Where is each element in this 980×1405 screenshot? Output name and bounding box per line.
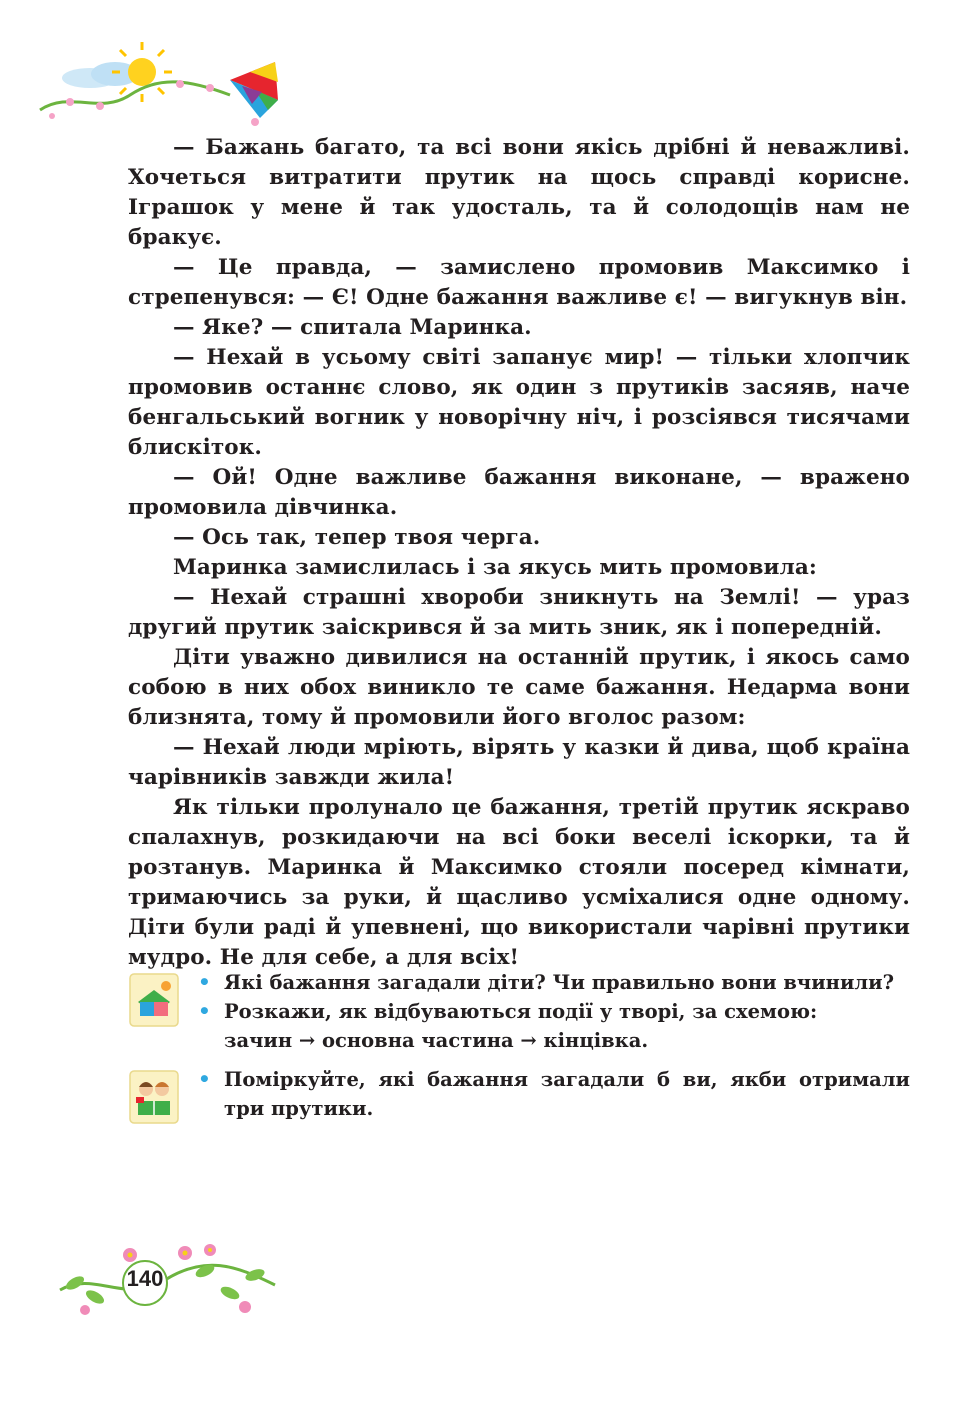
sun-kite-ornament	[30, 40, 290, 140]
kite-icon	[230, 62, 278, 118]
task-block-1	[128, 968, 910, 1055]
task-question	[196, 997, 910, 1055]
task-question	[196, 1065, 910, 1123]
story-paragraph: Діти уважно дивилися на останній прутик, і якось само собою в них обох виникло те саме бажання. Недарма вони близнята, тому й промовили його вголос разом:	[128, 645, 910, 730]
bullet-icon: •	[198, 999, 211, 1023]
book-icon	[128, 972, 180, 1028]
story-scheme: зачин → основна частина → кінцівка.	[224, 1029, 649, 1052]
task-question	[196, 968, 910, 997]
task-text: Поміркуйте, які бажання загадали б ви, якби отримали три прутики.	[224, 1068, 910, 1120]
children-reading-icon	[128, 1069, 180, 1125]
bullet-icon: •	[198, 1067, 211, 1091]
story-paragraph: Як тільки пролунало це бажання, третій прутик яскраво спалахнув, розкидаючи на всі боки веселі іскорки, та й розтанув. Маринка й Максимко стояли посеред кімнати, тримаючись за руки, й щасливо усміхалися одне одному. Діти були раді й упевнені, що використали чарівні прутики мудро. Не для себе, а для всіх!	[128, 795, 910, 970]
story-paragraph: Маринка замислилась і за якусь мить промовила:	[173, 555, 817, 580]
story-text	[128, 133, 910, 973]
story-paragraph: — Нехай в усьому світі запанує мир! — тільки хлопчик промовив останнє слово, як один з прутиків засяяв, наче бенгальський вогник у новорічну ніч, і розсіявся тисячами блискіток.	[128, 345, 910, 460]
story-paragraph: — Це правда, — замислено промовив Максимко і стрепенувся: — Є! Одне бажання важливе є! — вигукнув він.	[128, 255, 910, 310]
tasks-section	[128, 968, 910, 1133]
story-paragraph: — Нехай страшні хвороби зникнуть на Землі! — ураз другий прутик заіскрився й за мить зник, як і попередній.	[128, 585, 910, 640]
story-paragraph: — Бажань багато, та всі вони якісь дрібні й неважливі. Хочеться витратити прутик на щось справді корисне. Іграшок у мене й так удосталь, та й солодощів нам не бракує.	[128, 135, 910, 250]
story-paragraph: — Нехай люди мріють, вірять у казки й дива, щоб країна чарівників завжди жила!	[128, 735, 910, 790]
page-number: 140	[126, 1266, 164, 1291]
task-block-2	[128, 1065, 910, 1123]
task-text: Які бажання загадали діти? Чи правильно вони вчинили?	[224, 971, 895, 994]
bullet-icon: •	[198, 970, 211, 994]
task-text: Розкажи, як відбуваються події у творі, за схемою:	[224, 1000, 818, 1023]
story-paragraph: — Ось так, тепер твоя черга.	[173, 525, 541, 550]
story-paragraph: — Ой! Одне важливе бажання виконане, — вражено промовила дівчинка.	[128, 465, 910, 520]
story-paragraph: — Яке? — спитала Маринка.	[173, 315, 532, 340]
